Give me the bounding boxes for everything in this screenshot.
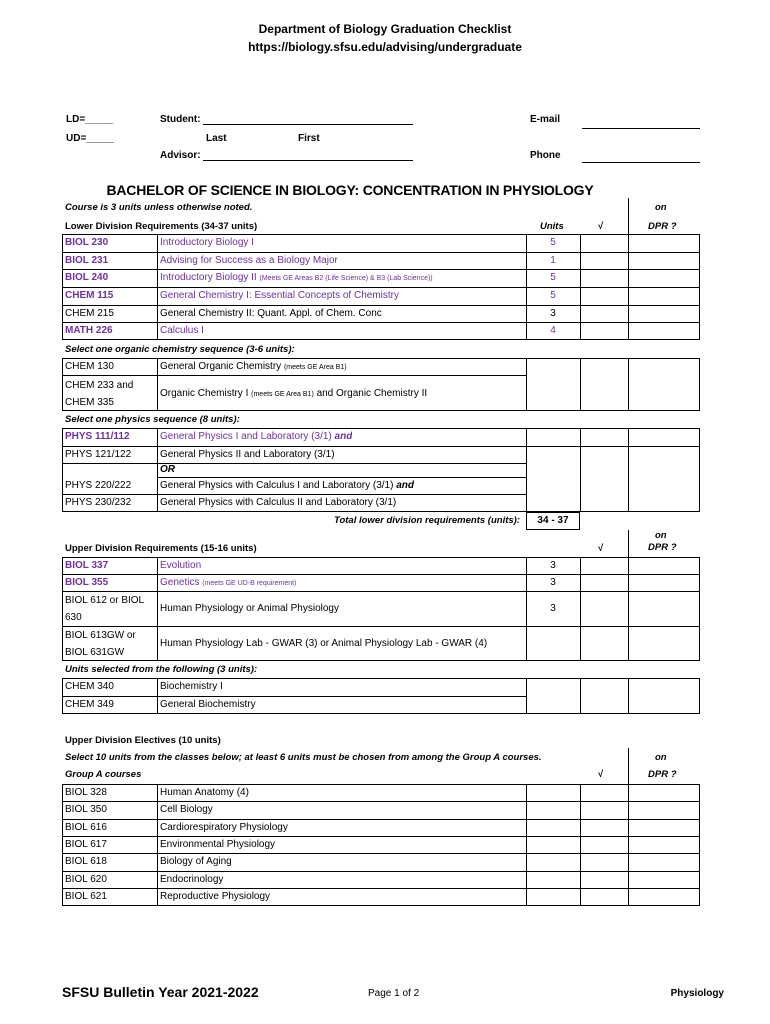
organic-heading: Select one organic chemistry sequence (3-6 units): xyxy=(65,344,295,355)
course-code: BIOL 328 xyxy=(65,787,107,798)
course-title: Calculus I xyxy=(160,325,204,336)
course-units: 5 xyxy=(550,237,556,248)
course-units: 3 xyxy=(550,560,556,571)
course-code: BIOL 617 xyxy=(65,839,107,850)
course-title: Cardiorespiratory Physiology xyxy=(160,822,288,833)
advisor-line[interactable] xyxy=(203,160,413,161)
first-label: First xyxy=(298,133,320,144)
ge-note: (Meets GE Areas B2 (Life Science) & B3 (Lab Science)) xyxy=(259,275,433,282)
electives-heading: Upper Division Electives (10 units) xyxy=(65,735,221,746)
course-code-cont: BIOL 631GW xyxy=(65,647,125,658)
last-label: Last xyxy=(206,133,227,144)
course-code: BIOL 612 or BIOL xyxy=(65,595,145,606)
course-title: Environmental Physiology xyxy=(160,839,276,850)
course-code: MATH 226 xyxy=(65,325,113,336)
course-title: General Physics with Calculus II and Laboratory (3/1) xyxy=(160,497,397,508)
dpr-column-header: DPR ? xyxy=(648,221,677,232)
course-title: General Physics with Calculus I and Laboratory (3/1) xyxy=(160,480,394,491)
course-units: 5 xyxy=(550,290,556,301)
electives-instruction: Select 10 units from the classes below; at least 6 units must be chosen from among the Group A courses. xyxy=(65,752,542,763)
course-code: CHEM 130 xyxy=(65,361,114,372)
course-title: General Physics II and Laboratory (3/1) xyxy=(160,449,335,460)
course-title: Human Anatomy (4) xyxy=(160,787,249,798)
course-code-cont: CHEM 335 xyxy=(65,397,114,408)
course-title: Organic Chemistry I xyxy=(160,388,249,399)
course-units: 1 xyxy=(550,255,556,266)
course-title: Introductory Biology II xyxy=(160,272,257,283)
document-url: https://biology.sfsu.edu/advising/undergraduate xyxy=(248,40,522,54)
concentration-label: Physiology xyxy=(670,988,724,999)
course-code: CHEM 115 xyxy=(65,290,114,301)
course-code: BIOL 240 xyxy=(65,272,109,283)
course-code: BIOL 337 xyxy=(65,560,109,571)
physics-heading: Select one physics sequence (8 units): xyxy=(65,414,240,425)
course-title: Genetics xyxy=(160,577,200,588)
document-title: Department of Biology Graduation Checklist xyxy=(258,22,512,36)
course-code: PHYS 121/122 xyxy=(65,449,132,460)
course-title: Evolution xyxy=(160,560,202,571)
course-title-cont: and Organic Chemistry II xyxy=(316,388,428,399)
conjunction: and xyxy=(396,480,415,491)
or-separator: OR xyxy=(160,464,175,475)
course-title: Endocrinology xyxy=(160,874,224,885)
course-title: General Organic Chemistry xyxy=(160,361,282,372)
lower-division-heading: Lower Division Requirements (34-37 units) xyxy=(65,221,258,232)
course-code: BIOL 355 xyxy=(65,577,109,588)
advisor-label: Advisor: xyxy=(160,150,201,161)
course-code: CHEM 215 xyxy=(65,308,114,319)
ge-note: (meets GE Area B1) xyxy=(283,364,347,371)
ud-field[interactable]: UD=_____ xyxy=(66,133,115,144)
page-number: Page 1 of 2 xyxy=(368,988,420,999)
on-label: on xyxy=(655,530,667,541)
ge-note: (meets GE Area B1) xyxy=(251,391,314,398)
course-units: 4 xyxy=(550,325,556,336)
course-title: General Chemistry II: Quant. Appl. of Chem. Conc xyxy=(160,308,382,319)
course-code: PHYS 111/112 xyxy=(65,431,130,442)
course-code: PHYS 220/222 xyxy=(65,480,132,491)
conjunction: and xyxy=(334,431,353,442)
ge-note: (meets GE UD-B requirement) xyxy=(202,580,297,587)
phone-label: Phone xyxy=(530,150,561,161)
course-title: Cell Biology xyxy=(160,804,213,815)
units-note: Course is 3 units unless otherwise noted. xyxy=(65,202,253,213)
course-units: 3 xyxy=(550,577,556,588)
course-code: BIOL 621 xyxy=(65,891,107,902)
check-column-header: √ xyxy=(598,769,604,780)
chem-heading: Units selected from the following (3 units): xyxy=(65,664,258,675)
course-title: Human Physiology or Animal Physiology xyxy=(160,603,339,614)
course-title: Human Physiology Lab - GWAR (3) or Animal Physiology Lab - GWAR (4) xyxy=(160,638,488,649)
units-column-header: Units xyxy=(540,221,564,232)
student-name-line[interactable] xyxy=(203,124,413,125)
bulletin-year: SFSU Bulletin Year 2021-2022 xyxy=(62,984,259,1000)
total-lower-value: 34 - 37 xyxy=(537,515,569,526)
course-code: BIOL 616 xyxy=(65,822,107,833)
course-units: 5 xyxy=(550,272,556,283)
check-column-header: √ xyxy=(598,221,604,232)
course-units: 3 xyxy=(550,603,556,614)
course-title: General Chemistry I: Essential Concepts of Chemistry xyxy=(160,290,399,301)
check-column-header: √ xyxy=(598,543,604,554)
course-code: BIOL 350 xyxy=(65,804,107,815)
upper-division-heading: Upper Division Requirements (15-16 units) xyxy=(65,543,257,554)
course-code: BIOL 231 xyxy=(65,255,109,266)
course-code-cont: 630 xyxy=(65,612,82,623)
course-title: Introductory Biology I xyxy=(160,237,254,248)
course-code: BIOL 618 xyxy=(65,856,107,867)
on-label: on xyxy=(655,202,667,213)
course-code: BIOL 613GW or xyxy=(65,630,136,641)
dpr-column-header: DPR ? xyxy=(648,769,677,780)
course-code: PHYS 230/232 xyxy=(65,497,132,508)
student-label: Student: xyxy=(160,114,201,125)
ld-field[interactable]: LD=_____ xyxy=(66,114,113,125)
group-a-label: Group A courses xyxy=(65,769,142,780)
course-title: Biochemistry I xyxy=(160,681,223,692)
degree-title: BACHELOR OF SCIENCE IN BIOLOGY: CONCENTRATION IN PHYSIOLOGY xyxy=(106,182,594,198)
email-line[interactable] xyxy=(582,128,700,129)
course-title: General Biochemistry xyxy=(160,699,256,710)
course-code: CHEM 340 xyxy=(65,681,114,692)
course-code: CHEM 233 and xyxy=(65,380,134,391)
course-title: Biology of Aging xyxy=(160,856,232,867)
on-label: on xyxy=(655,752,667,763)
course-code: BIOL 230 xyxy=(65,237,109,248)
dpr-column-header: DPR ? xyxy=(648,542,677,553)
email-label: E-mail xyxy=(530,114,561,125)
course-units: 3 xyxy=(550,308,556,319)
course-code: CHEM 349 xyxy=(65,699,114,710)
phone-line[interactable] xyxy=(582,162,700,163)
total-lower-label: Total lower division requirements (units): xyxy=(334,515,520,526)
course-code: BIOL 620 xyxy=(65,874,107,885)
course-title: Advising for Success as a Biology Major xyxy=(160,255,338,266)
course-title: Reproductive Physiology xyxy=(160,891,271,902)
course-title: General Physics I and Laboratory (3/1) xyxy=(160,431,332,442)
